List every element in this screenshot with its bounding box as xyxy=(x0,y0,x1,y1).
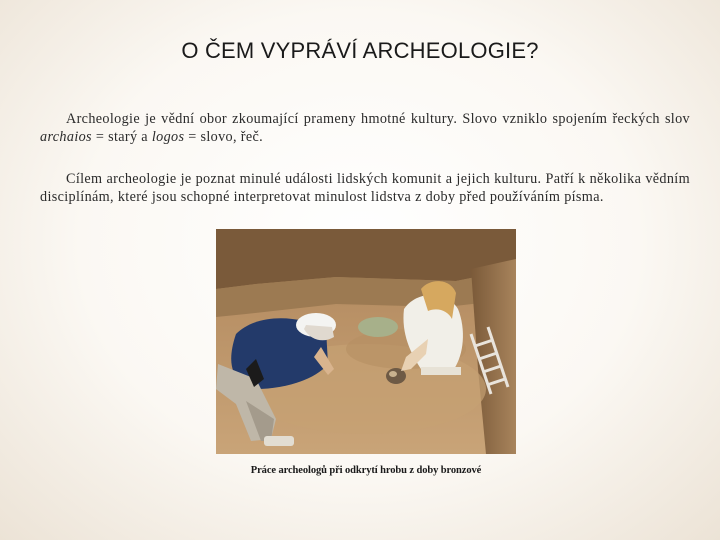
photo-caption: Práce archeologů při odkrytí hrobu z doby bronzové xyxy=(250,465,482,476)
excavation-illustration xyxy=(216,229,516,454)
paragraph-text: Archeologie je vědní obor zkoumající prameny hmotné kultury. Slovo vzniklo spojením řeckých slov xyxy=(66,111,690,127)
excavation-photo xyxy=(216,229,516,454)
paragraph-text: = starý a xyxy=(91,129,152,145)
paragraph-text: Cílem archeologie je poznat minulé události lidských komunit a jejich kulturu. Patří k několika vědním disciplínám, které jsou schopné interpretovat minulost lidstva z doby před používáním písma. xyxy=(40,171,690,205)
term-archaios: archaios xyxy=(40,129,92,145)
paragraph-text: = slovo, řeč. xyxy=(184,129,264,145)
term-logos: logos xyxy=(151,129,185,145)
slide-title: O ČEM VYPRÁVÍ ARCHEOLOGIE? xyxy=(181,38,539,63)
paragraph-definition xyxy=(40,110,690,146)
paragraph-goal xyxy=(40,170,690,206)
